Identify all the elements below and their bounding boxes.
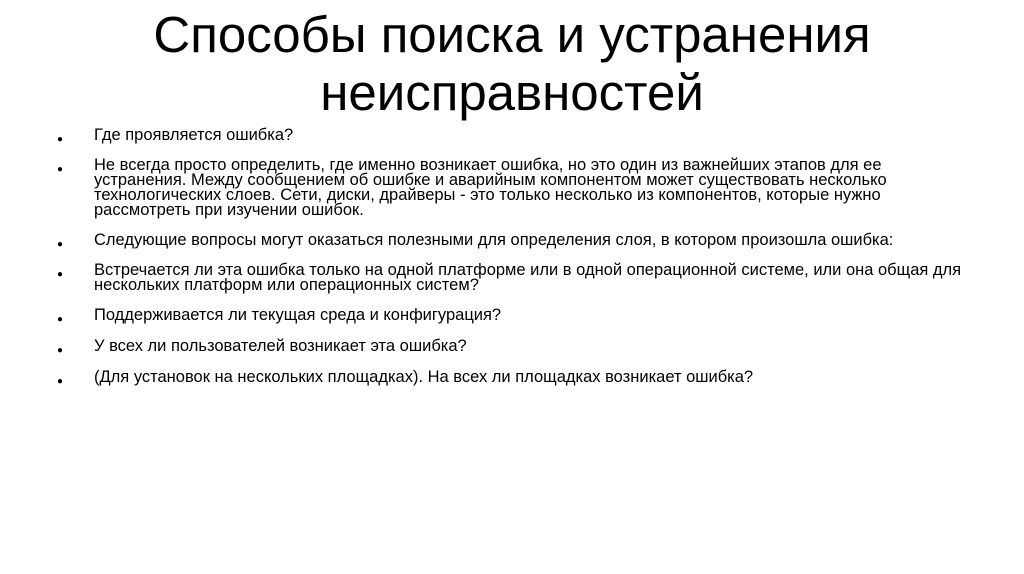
bullet-dot-icon: ● xyxy=(57,345,64,356)
bullet-item xyxy=(57,233,977,248)
bullet-item xyxy=(57,128,977,143)
bullet-text: Где проявляется ошибка? xyxy=(94,126,294,144)
bullet-dot-icon: ● xyxy=(57,164,64,175)
bullet-dot-icon: ● xyxy=(57,376,64,387)
bullet-text: Следующие вопросы могут оказаться полезными для определения слоя, в котором произошла ошибка: xyxy=(94,231,894,249)
bullet-dot-icon: ● xyxy=(57,314,64,325)
slide-title-line-1: Способы поиска и устранения xyxy=(153,6,871,63)
bullet-item xyxy=(57,263,977,293)
bullet-text: Не всегда просто определить, где именно возникает ошибка, но это один из важнейших этапов для ее устранения. Между сообщением об ошибке и аварийным компонентом может существовать несколько технологических слоев. Сети, диски, драйверы - это только несколько из компонентов, которые нужно рассмотреть при изучении ошибок. xyxy=(94,156,887,219)
bullet-dot-icon: ● xyxy=(57,134,64,145)
bullet-dot-icon: ● xyxy=(57,269,64,280)
bullet-text: (Для установок на нескольких площадках). На всех ли площадках возникает ошибка? xyxy=(94,368,754,386)
bullet-dot-icon: ● xyxy=(57,239,64,250)
bullet-item xyxy=(57,339,977,354)
bullet-list xyxy=(57,128,977,400)
bullet-item xyxy=(57,308,977,323)
bullet-text: У всех ли пользователей возникает эта ошибка? xyxy=(94,337,467,355)
slide-title-line-2: неисправностей xyxy=(320,64,704,121)
bullet-item xyxy=(57,158,977,218)
bullet-item xyxy=(57,370,977,385)
slide-title xyxy=(60,6,964,122)
bullet-text: Встречается ли эта ошибка только на одной платформе или в одной операционной системе, или она общая для нескольких платформ или операционных систем? xyxy=(94,261,962,294)
bullet-text: Поддерживается ли текущая среда и конфигурация? xyxy=(94,306,502,324)
